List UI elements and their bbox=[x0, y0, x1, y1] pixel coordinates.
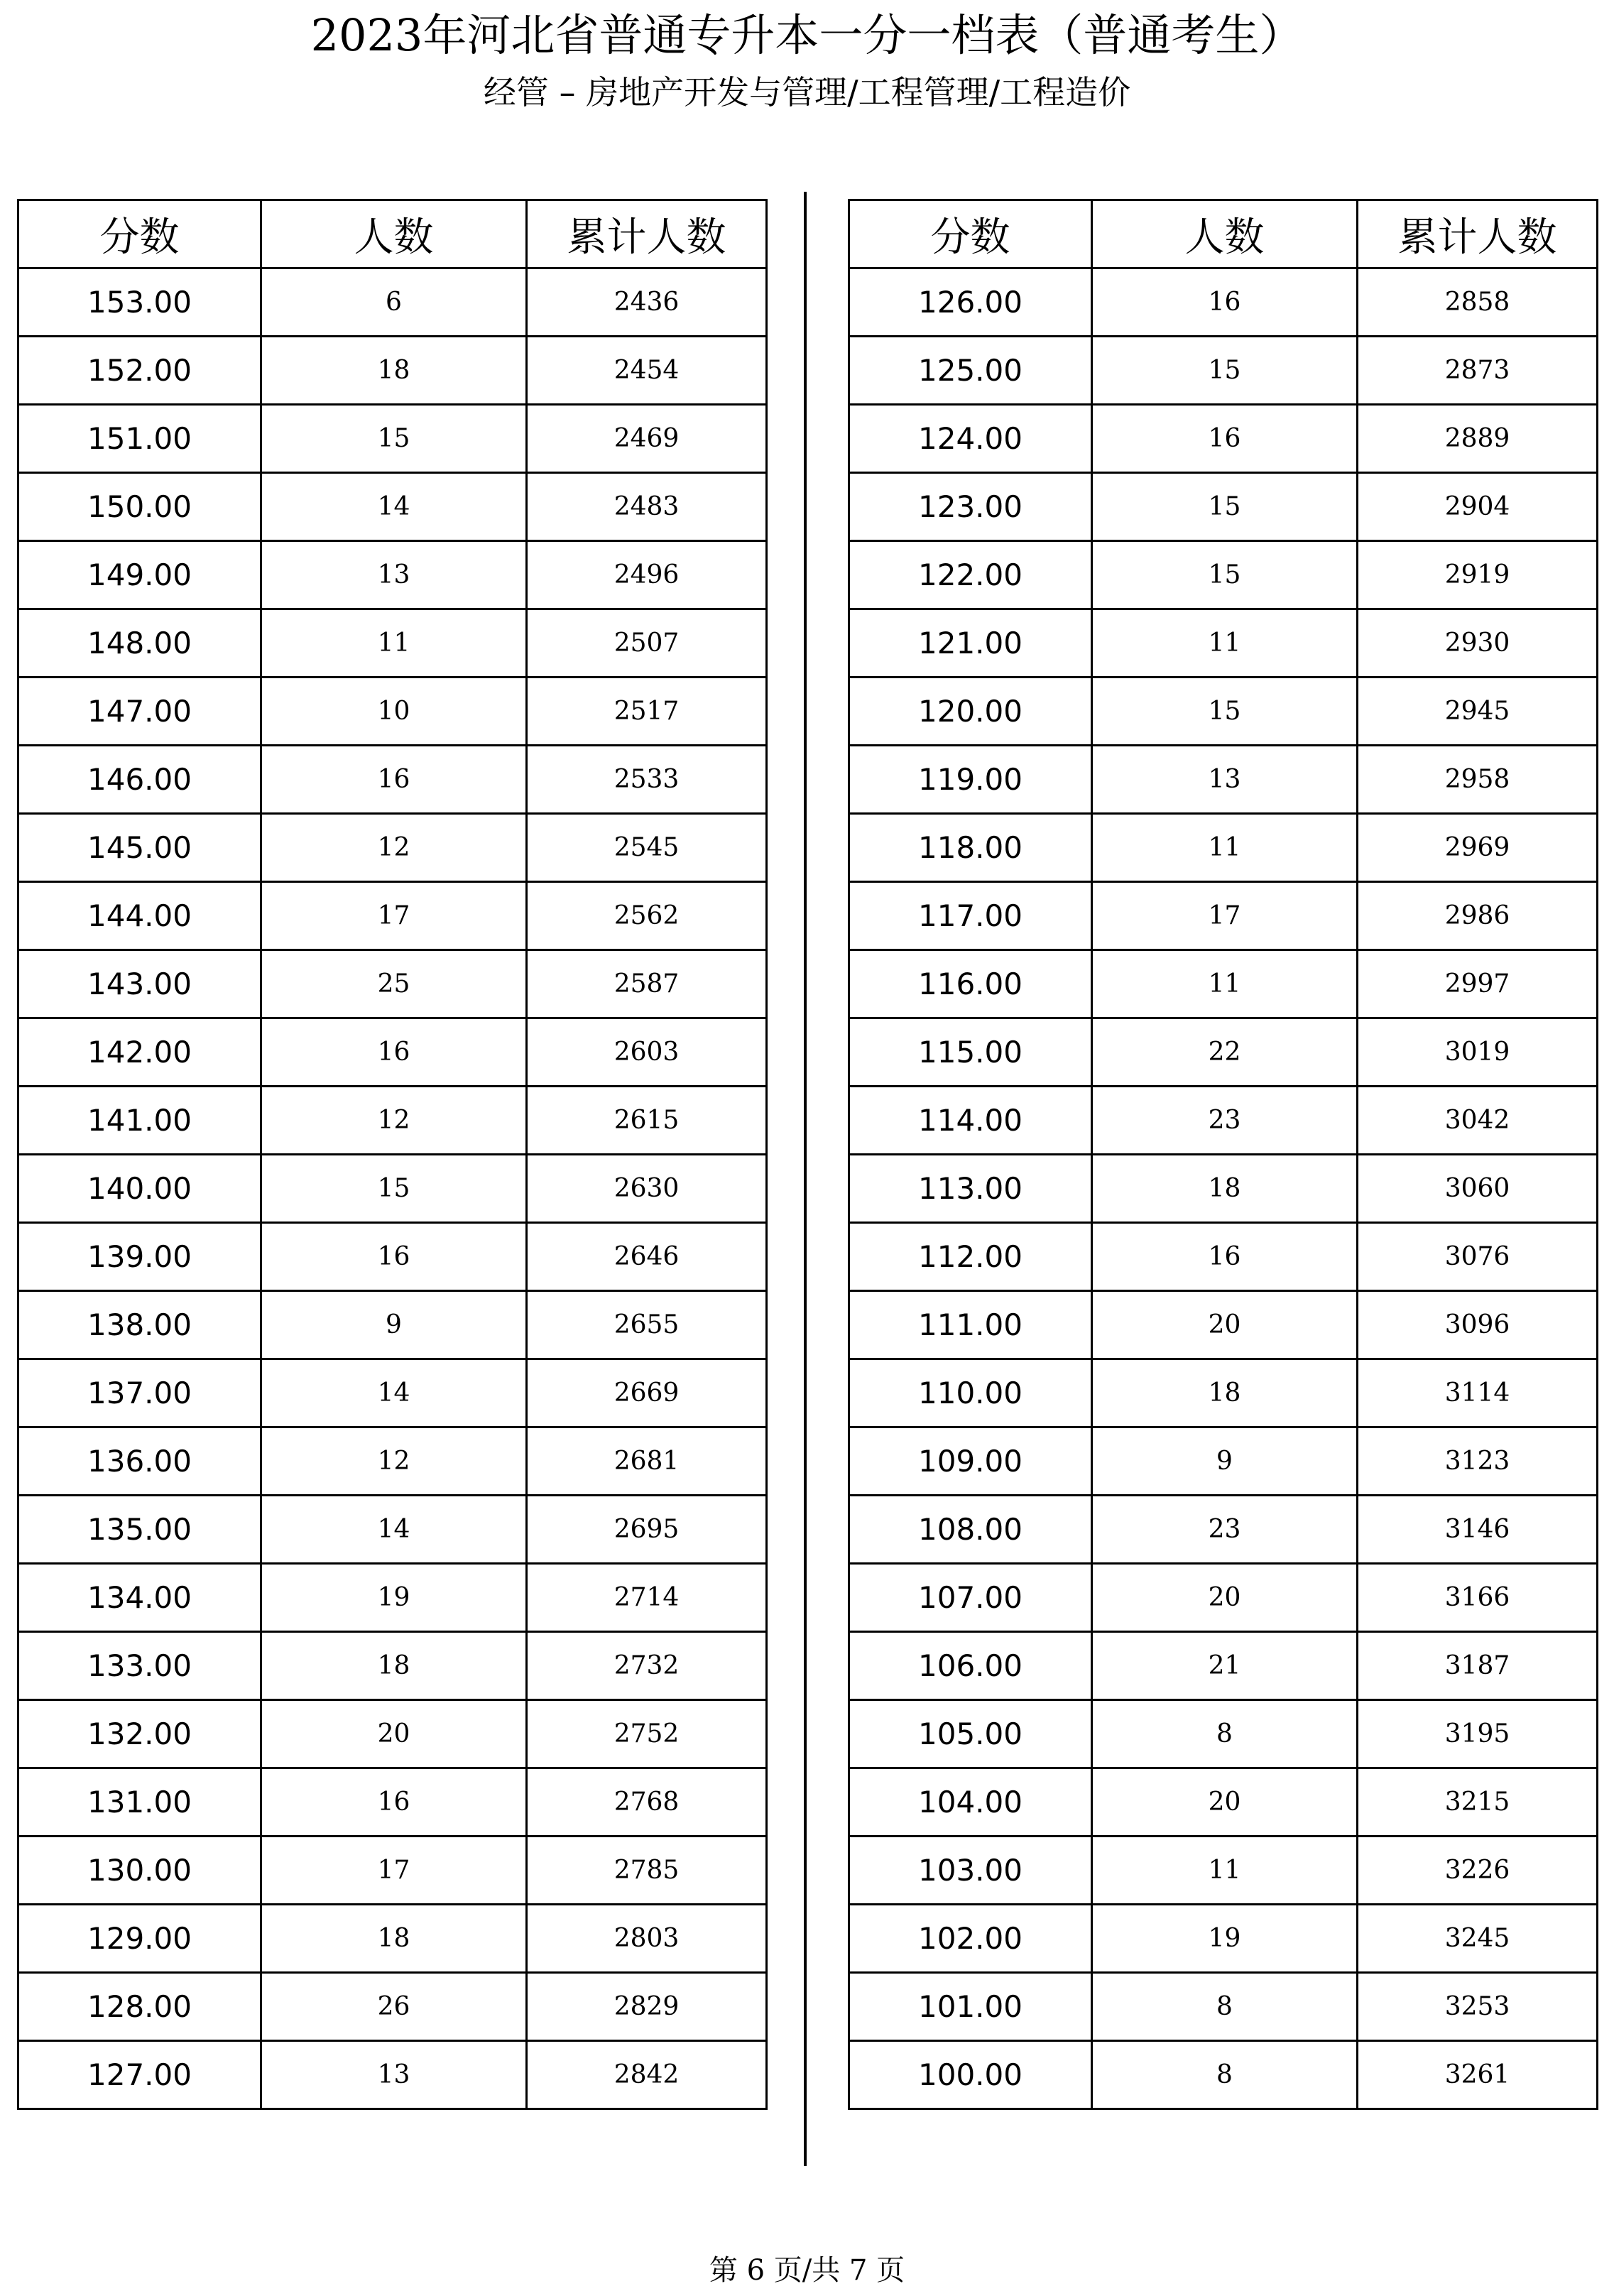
score-cell: 144.00 bbox=[18, 882, 261, 950]
column-header-score: 分数 bbox=[18, 200, 261, 268]
score-cell: 152.00 bbox=[18, 337, 261, 405]
count-cell: 18 bbox=[261, 1632, 527, 1700]
cumulative-cell: 2483 bbox=[527, 473, 767, 541]
count-cell: 8 bbox=[1092, 1973, 1358, 2041]
count-cell: 17 bbox=[261, 1837, 527, 1905]
table-row bbox=[18, 1087, 767, 1155]
table-row bbox=[18, 1223, 767, 1291]
table-row bbox=[849, 950, 1598, 1018]
count-cell: 16 bbox=[1092, 1223, 1358, 1291]
count-cell: 16 bbox=[261, 1223, 527, 1291]
page-subtitle: 经管 – 房地产开发与管理/工程管理/工程造价 bbox=[483, 73, 1131, 111]
cumulative-cell: 2958 bbox=[1358, 746, 1598, 814]
table-row bbox=[18, 1973, 767, 2041]
cumulative-cell: 2587 bbox=[527, 950, 767, 1018]
score-cell: 101.00 bbox=[849, 1973, 1092, 2041]
table-row bbox=[18, 541, 767, 609]
table-row bbox=[18, 2041, 767, 2109]
count-cell: 14 bbox=[261, 1359, 527, 1427]
table-row bbox=[18, 337, 767, 405]
cumulative-cell: 2904 bbox=[1358, 473, 1598, 541]
score-cell: 139.00 bbox=[18, 1223, 261, 1291]
count-cell: 10 bbox=[261, 678, 527, 746]
score-cell: 100.00 bbox=[849, 2041, 1092, 2109]
score-cell: 121.00 bbox=[849, 609, 1092, 678]
count-cell: 16 bbox=[1092, 405, 1358, 473]
score-cell: 116.00 bbox=[849, 950, 1092, 1018]
count-cell: 9 bbox=[261, 1291, 527, 1359]
cumulative-cell: 2562 bbox=[527, 882, 767, 950]
cumulative-cell: 2646 bbox=[527, 1223, 767, 1291]
score-cell: 138.00 bbox=[18, 1291, 261, 1359]
score-cell: 106.00 bbox=[849, 1632, 1092, 1700]
cumulative-cell: 2842 bbox=[527, 2041, 767, 2109]
table-row bbox=[18, 473, 767, 541]
table-row bbox=[849, 1905, 1598, 1973]
cumulative-cell: 2695 bbox=[527, 1496, 767, 1564]
score-cell: 136.00 bbox=[18, 1427, 261, 1496]
count-cell: 11 bbox=[261, 609, 527, 678]
count-cell: 18 bbox=[1092, 1359, 1358, 1427]
cumulative-cell: 2496 bbox=[527, 541, 767, 609]
table-row bbox=[849, 1018, 1598, 1087]
table-row bbox=[18, 1768, 767, 1837]
score-cell: 132.00 bbox=[18, 1700, 261, 1768]
page-title: 2023年河北省普通专升本一分一档表（普通考生） bbox=[310, 9, 1304, 61]
table-row bbox=[18, 1427, 767, 1496]
table-row bbox=[849, 1155, 1598, 1223]
count-cell: 16 bbox=[261, 1768, 527, 1837]
score-cell: 146.00 bbox=[18, 746, 261, 814]
cumulative-cell: 3215 bbox=[1358, 1768, 1598, 1837]
score-cell: 126.00 bbox=[849, 268, 1092, 337]
score-cell: 142.00 bbox=[18, 1018, 261, 1087]
table-row bbox=[849, 1427, 1598, 1496]
table-row bbox=[849, 1973, 1598, 2041]
count-cell: 13 bbox=[261, 541, 527, 609]
cumulative-cell: 2803 bbox=[527, 1905, 767, 1973]
count-cell: 12 bbox=[261, 814, 527, 882]
count-cell: 20 bbox=[261, 1700, 527, 1768]
column-header-count: 人数 bbox=[1092, 200, 1358, 268]
count-cell: 23 bbox=[1092, 1087, 1358, 1155]
cumulative-cell: 2919 bbox=[1358, 541, 1598, 609]
cumulative-cell: 2873 bbox=[1358, 337, 1598, 405]
count-cell: 11 bbox=[1092, 609, 1358, 678]
table-row bbox=[849, 1768, 1598, 1837]
table-row bbox=[849, 541, 1598, 609]
score-cell: 133.00 bbox=[18, 1632, 261, 1700]
column-divider bbox=[804, 192, 807, 2166]
table-row bbox=[18, 405, 767, 473]
table-row bbox=[18, 1837, 767, 1905]
score-cell: 141.00 bbox=[18, 1087, 261, 1155]
score-cell: 153.00 bbox=[18, 268, 261, 337]
score-cell: 118.00 bbox=[849, 814, 1092, 882]
table-row bbox=[849, 1359, 1598, 1427]
cumulative-cell: 2930 bbox=[1358, 609, 1598, 678]
cumulative-cell: 3261 bbox=[1358, 2041, 1598, 2109]
cumulative-cell: 2889 bbox=[1358, 405, 1598, 473]
table-row bbox=[849, 1291, 1598, 1359]
cumulative-cell: 2545 bbox=[527, 814, 767, 882]
count-cell: 11 bbox=[1092, 814, 1358, 882]
table-row bbox=[849, 1837, 1598, 1905]
cumulative-cell: 2752 bbox=[527, 1700, 767, 1768]
score-cell: 105.00 bbox=[849, 1700, 1092, 1768]
score-cell: 103.00 bbox=[849, 1837, 1092, 1905]
cumulative-cell: 2829 bbox=[527, 1973, 767, 2041]
table-body-left bbox=[18, 268, 767, 2109]
cumulative-cell: 3166 bbox=[1358, 1564, 1598, 1632]
count-cell: 13 bbox=[1092, 746, 1358, 814]
cumulative-cell: 3123 bbox=[1358, 1427, 1598, 1496]
score-cell: 124.00 bbox=[849, 405, 1092, 473]
cumulative-cell: 2768 bbox=[527, 1768, 767, 1837]
cumulative-cell: 2655 bbox=[527, 1291, 767, 1359]
count-cell: 15 bbox=[261, 405, 527, 473]
count-cell: 20 bbox=[1092, 1564, 1358, 1632]
count-cell: 17 bbox=[1092, 882, 1358, 950]
page-footer bbox=[0, 2253, 1614, 2288]
count-cell: 15 bbox=[1092, 678, 1358, 746]
table-row bbox=[18, 1905, 767, 1973]
score-cell: 112.00 bbox=[849, 1223, 1092, 1291]
table-row bbox=[18, 1359, 767, 1427]
table-row bbox=[18, 1291, 767, 1359]
count-cell: 21 bbox=[1092, 1632, 1358, 1700]
table-row bbox=[18, 1496, 767, 1564]
count-cell: 8 bbox=[1092, 2041, 1358, 2109]
count-cell: 15 bbox=[1092, 337, 1358, 405]
cumulative-cell: 3245 bbox=[1358, 1905, 1598, 1973]
cumulative-cell: 2986 bbox=[1358, 882, 1598, 950]
cumulative-cell: 2714 bbox=[527, 1564, 767, 1632]
cumulative-cell: 2436 bbox=[527, 268, 767, 337]
cumulative-cell: 2669 bbox=[527, 1359, 767, 1427]
count-cell: 13 bbox=[261, 2041, 527, 2109]
score-cell: 125.00 bbox=[849, 337, 1092, 405]
score-cell: 150.00 bbox=[18, 473, 261, 541]
table-row bbox=[849, 1223, 1598, 1291]
table-row bbox=[18, 678, 767, 746]
table-row bbox=[18, 1700, 767, 1768]
count-cell: 16 bbox=[261, 1018, 527, 1087]
cumulative-cell: 3195 bbox=[1358, 1700, 1598, 1768]
table-row bbox=[18, 1155, 767, 1223]
score-cell: 117.00 bbox=[849, 882, 1092, 950]
count-cell: 9 bbox=[1092, 1427, 1358, 1496]
score-cell: 122.00 bbox=[849, 541, 1092, 609]
table-row bbox=[849, 814, 1598, 882]
table-row bbox=[849, 1087, 1598, 1155]
table-row bbox=[18, 609, 767, 678]
count-cell: 12 bbox=[261, 1087, 527, 1155]
table-row bbox=[849, 746, 1598, 814]
score-table-right bbox=[848, 199, 1598, 2110]
column-header-count: 人数 bbox=[261, 200, 527, 268]
count-cell: 18 bbox=[1092, 1155, 1358, 1223]
count-cell: 15 bbox=[1092, 541, 1358, 609]
table-row bbox=[849, 1496, 1598, 1564]
score-cell: 102.00 bbox=[849, 1905, 1092, 1973]
cumulative-cell: 2630 bbox=[527, 1155, 767, 1223]
cumulative-cell: 2732 bbox=[527, 1632, 767, 1700]
count-cell: 19 bbox=[1092, 1905, 1358, 1973]
cumulative-cell: 2603 bbox=[527, 1018, 767, 1087]
cumulative-cell: 2681 bbox=[527, 1427, 767, 1496]
count-cell: 16 bbox=[1092, 268, 1358, 337]
cumulative-cell: 3253 bbox=[1358, 1973, 1598, 2041]
table-row bbox=[18, 1564, 767, 1632]
cumulative-cell: 2945 bbox=[1358, 678, 1598, 746]
table-row bbox=[849, 405, 1598, 473]
cumulative-cell: 2533 bbox=[527, 746, 767, 814]
table-row bbox=[18, 1018, 767, 1087]
table-row bbox=[849, 1632, 1598, 1700]
score-cell: 119.00 bbox=[849, 746, 1092, 814]
score-cell: 104.00 bbox=[849, 1768, 1092, 1837]
cumulative-cell: 2517 bbox=[527, 678, 767, 746]
cumulative-cell: 3226 bbox=[1358, 1837, 1598, 1905]
score-cell: 131.00 bbox=[18, 1768, 261, 1837]
count-cell: 15 bbox=[1092, 473, 1358, 541]
table-row bbox=[849, 1700, 1598, 1768]
cumulative-cell: 3076 bbox=[1358, 1223, 1598, 1291]
count-cell: 25 bbox=[261, 950, 527, 1018]
count-cell: 22 bbox=[1092, 1018, 1358, 1087]
score-cell: 115.00 bbox=[849, 1018, 1092, 1087]
count-cell: 8 bbox=[1092, 1700, 1358, 1768]
table-body-right bbox=[849, 268, 1598, 2109]
cumulative-cell: 2507 bbox=[527, 609, 767, 678]
score-cell: 151.00 bbox=[18, 405, 261, 473]
table-row bbox=[849, 882, 1598, 950]
table-header-row bbox=[849, 200, 1598, 268]
score-cell: 113.00 bbox=[849, 1155, 1092, 1223]
cumulative-cell: 3187 bbox=[1358, 1632, 1598, 1700]
table-row bbox=[18, 746, 767, 814]
table-row bbox=[18, 268, 767, 337]
score-cell: 147.00 bbox=[18, 678, 261, 746]
score-cell: 129.00 bbox=[18, 1905, 261, 1973]
count-cell: 11 bbox=[1092, 1837, 1358, 1905]
score-cell: 120.00 bbox=[849, 678, 1092, 746]
score-cell: 123.00 bbox=[849, 473, 1092, 541]
count-cell: 26 bbox=[261, 1973, 527, 2041]
table-row bbox=[849, 473, 1598, 541]
column-header-cumulative: 累计人数 bbox=[527, 200, 767, 268]
cumulative-cell: 3042 bbox=[1358, 1087, 1598, 1155]
cumulative-cell: 3060 bbox=[1358, 1155, 1598, 1223]
table-row bbox=[849, 2041, 1598, 2109]
table-row bbox=[18, 882, 767, 950]
cumulative-cell: 2969 bbox=[1358, 814, 1598, 882]
score-cell: 114.00 bbox=[849, 1087, 1092, 1155]
count-cell: 11 bbox=[1092, 950, 1358, 1018]
score-table-left bbox=[17, 199, 768, 2110]
table-row bbox=[849, 337, 1598, 405]
count-cell: 6 bbox=[261, 268, 527, 337]
count-cell: 20 bbox=[1092, 1768, 1358, 1837]
score-cell: 111.00 bbox=[849, 1291, 1092, 1359]
cumulative-cell: 2785 bbox=[527, 1837, 767, 1905]
cumulative-cell: 3096 bbox=[1358, 1291, 1598, 1359]
score-cell: 127.00 bbox=[18, 2041, 261, 2109]
cumulative-cell: 3146 bbox=[1358, 1496, 1598, 1564]
count-cell: 15 bbox=[261, 1155, 527, 1223]
count-cell: 19 bbox=[261, 1564, 527, 1632]
score-cell: 137.00 bbox=[18, 1359, 261, 1427]
table-row bbox=[849, 678, 1598, 746]
count-cell: 23 bbox=[1092, 1496, 1358, 1564]
table-row bbox=[849, 1564, 1598, 1632]
score-cell: 108.00 bbox=[849, 1496, 1092, 1564]
score-cell: 130.00 bbox=[18, 1837, 261, 1905]
cumulative-cell: 2615 bbox=[527, 1087, 767, 1155]
count-cell: 17 bbox=[261, 882, 527, 950]
count-cell: 18 bbox=[261, 1905, 527, 1973]
table-row bbox=[18, 814, 767, 882]
count-cell: 14 bbox=[261, 473, 527, 541]
score-cell: 110.00 bbox=[849, 1359, 1092, 1427]
cumulative-cell: 2469 bbox=[527, 405, 767, 473]
score-cell: 140.00 bbox=[18, 1155, 261, 1223]
cumulative-cell: 2997 bbox=[1358, 950, 1598, 1018]
table-row bbox=[849, 268, 1598, 337]
count-cell: 16 bbox=[261, 746, 527, 814]
count-cell: 14 bbox=[261, 1496, 527, 1564]
score-cell: 134.00 bbox=[18, 1564, 261, 1632]
column-header-score: 分数 bbox=[849, 200, 1092, 268]
table-header-row bbox=[18, 200, 767, 268]
score-cell: 107.00 bbox=[849, 1564, 1092, 1632]
score-cell: 109.00 bbox=[849, 1427, 1092, 1496]
column-header-cumulative: 累计人数 bbox=[1358, 200, 1598, 268]
cumulative-cell: 2454 bbox=[527, 337, 767, 405]
cumulative-cell: 3114 bbox=[1358, 1359, 1598, 1427]
count-cell: 18 bbox=[261, 337, 527, 405]
page-number: 第 6 页/共 7 页 bbox=[709, 2254, 905, 2287]
cumulative-cell: 2858 bbox=[1358, 268, 1598, 337]
score-cell: 135.00 bbox=[18, 1496, 261, 1564]
count-cell: 20 bbox=[1092, 1291, 1358, 1359]
score-cell: 148.00 bbox=[18, 609, 261, 678]
score-cell: 145.00 bbox=[18, 814, 261, 882]
score-cell: 143.00 bbox=[18, 950, 261, 1018]
cumulative-cell: 3019 bbox=[1358, 1018, 1598, 1087]
score-cell: 149.00 bbox=[18, 541, 261, 609]
table-row bbox=[849, 609, 1598, 678]
score-cell: 128.00 bbox=[18, 1973, 261, 2041]
table-row bbox=[18, 1632, 767, 1700]
count-cell: 12 bbox=[261, 1427, 527, 1496]
table-row bbox=[18, 950, 767, 1018]
